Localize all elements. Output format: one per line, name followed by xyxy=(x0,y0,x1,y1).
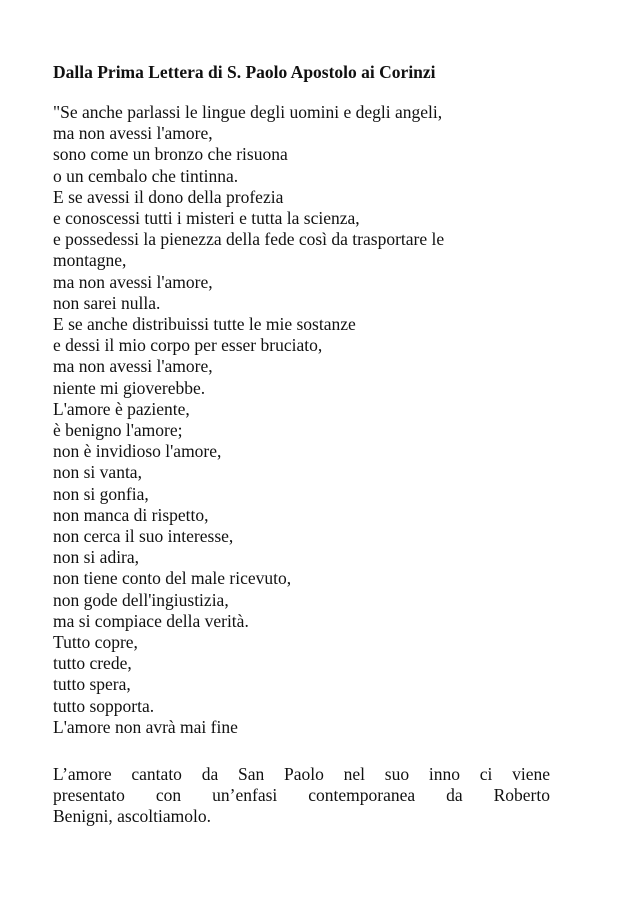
poem-line: tutto crede, xyxy=(53,653,132,674)
poem-line: non tiene conto del male ricevuto, xyxy=(53,568,292,589)
poem-line: ma non avessi l'amore, xyxy=(53,123,213,144)
poem-line: L'amore non avrà mai fine xyxy=(53,716,238,737)
document-title: Dalla Prima Lettera di S. Paolo Apostolo ai Corinzi xyxy=(53,62,436,82)
poem-line: non è invidioso l'amore, xyxy=(53,441,222,462)
poem-line: e dessi il mio corpo per esser bruciato, xyxy=(53,335,323,356)
closing-line: L’amore cantato da San Paolo nel suo inno ci viene xyxy=(53,764,550,784)
poem-line: Tutto copre, xyxy=(53,632,138,653)
poem-line: non cerca il suo interesse, xyxy=(53,526,234,547)
poem-line: E se anche distribuissi tutte le mie sostanze xyxy=(53,314,356,335)
poem-line: è benigno l'amore; xyxy=(53,420,183,441)
poem-line: sono come un bronzo che risuona xyxy=(53,144,288,165)
poem-line: non si vanta, xyxy=(53,462,142,483)
poem-line: montagne, xyxy=(53,250,127,271)
poem-line: non manca di rispetto, xyxy=(53,504,209,525)
closing-line: Benigni, ascoltiamolo. xyxy=(53,806,211,827)
poem-line: ma si compiace della verità. xyxy=(53,610,249,631)
poem-line: non gode dell'ingiustizia, xyxy=(53,589,229,610)
poem-line: e possedessi la pienezza della fede così da trasportare le xyxy=(53,229,445,250)
poem-line: non si gonfia, xyxy=(53,483,149,504)
poem-line: o un cembalo che tintinna. xyxy=(53,165,239,186)
poem-line: non sarei nulla. xyxy=(53,292,161,313)
poem-line: ma non avessi l'amore, xyxy=(53,356,213,377)
poem-line: tutto spera, xyxy=(53,674,131,695)
poem-line: E se avessi il dono della profezia xyxy=(53,186,284,207)
poem xyxy=(53,102,573,738)
poem-line: niente mi gioverebbe. xyxy=(53,377,206,398)
poem-line: "Se anche parlassi le lingue degli uomini e degli angeli, xyxy=(53,102,443,122)
poem-line: ma non avessi l'amore, xyxy=(53,271,213,292)
poem-line: tutto sopporta. xyxy=(53,695,155,716)
poem-line: L'amore è paziente, xyxy=(53,398,190,419)
poem-line: e conoscessi tutti i misteri e tutta la scienza, xyxy=(53,208,360,229)
closing-line: presentato con un’enfasi contemporanea da Roberto xyxy=(53,785,550,806)
closing-paragraph xyxy=(53,764,550,828)
poem-line: non si adira, xyxy=(53,547,140,568)
